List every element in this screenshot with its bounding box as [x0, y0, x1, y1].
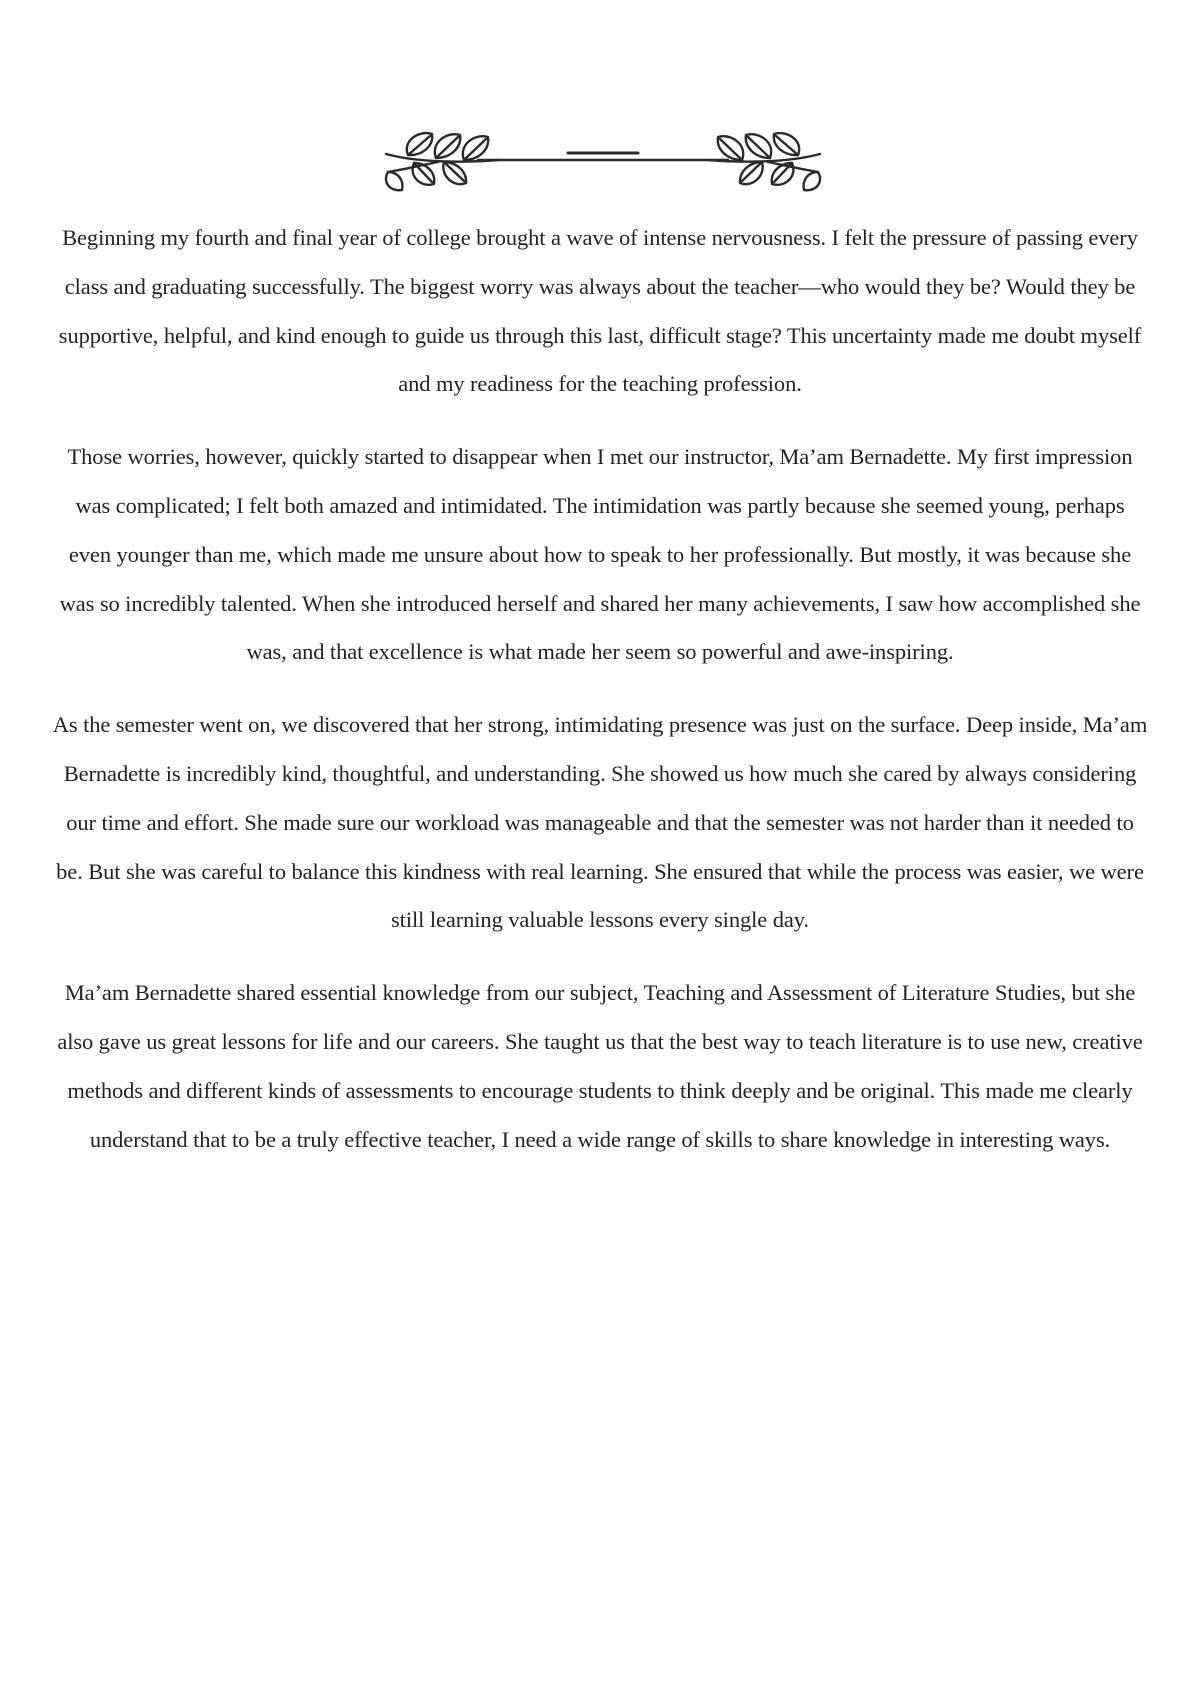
paragraph-1: Beginning my fourth and final year of college brought a wave of intense nervousness. I felt the pressure of passing every class and graduating successfully. The biggest worry was always about the teacher—who would they be? Would they be supportive, helpful, and kind enough to guide us through this last, difficult stage? This uncertainty made me doubt myself and my readiness for the teaching profession. — [58, 225, 1142, 397]
letter-body — [52, 214, 1148, 1188]
laurel-divider-icon — [378, 122, 828, 198]
paragraph-3: As the semester went on, we discovered that her strong, intimidating presence was just on the surface. Deep inside, Ma’am Bernadette is incredibly kind, thoughtful, and understanding. She showed us how much she cared by always considering our time and effort. She made sure our workload was manageable and that the semester was not harder than it needed to be. But she was careful to balance this kindness with real learning. She ensured that while the process was easier, we were still learning valuable lessons every single day. — [52, 712, 1148, 933]
paragraph-4: Ma’am Bernadette shared essential knowledge from our subject, Teaching and Assessment of Literature Studies, but she also gave us great lessons for life and our careers. She taught us that the best way to teach literature is to use new, creative methods and different kinds of assessments to encourage students to think deeply and be original. This made me clearly understand that to be a truly effective teacher, I need a wide range of skills to share knowledge in interesting ways. — [57, 980, 1143, 1152]
paragraph-2: Those worries, however, quickly started to disappear when I met our instructor, Ma’am Bernadette. My first impression was complicated; I felt both amazed and intimidated. The intimidation was partly because she seemed young, perhaps even younger than me, which made me unsure about how to speak to her professionally. But mostly, it was because she was so incredibly talented. When she introduced herself and shared her many achievements, I saw how accomplished she was, and that excellence is what made her seem so powerful and awe-inspiring. — [59, 444, 1141, 665]
